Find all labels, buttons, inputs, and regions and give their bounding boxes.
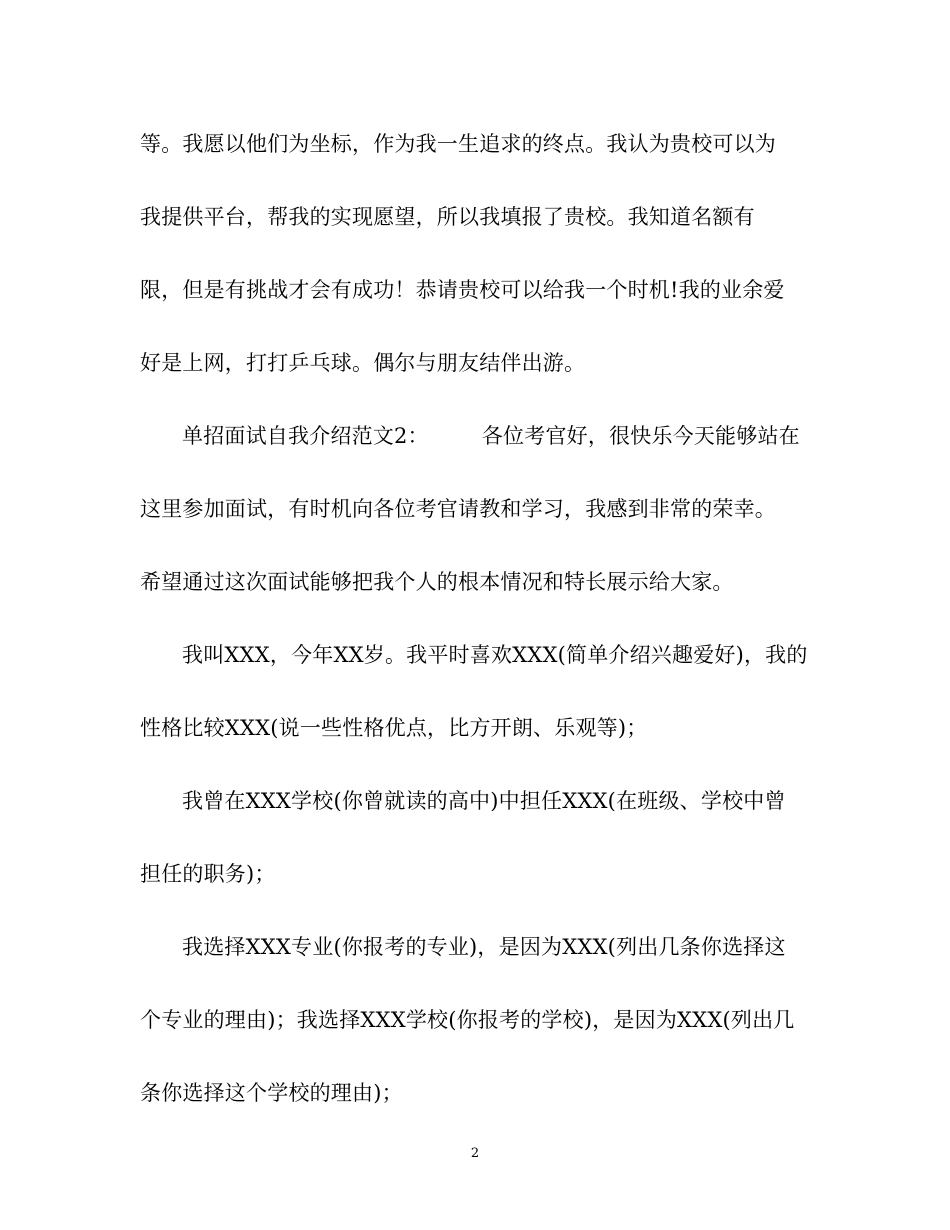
body-text-line: 限，但是有挑战才会有成功！恭请贵校可以给我一个时机!我的业余爱 — [140, 278, 785, 302]
body-text-line: 性格比较XXX(说一些性格优点，比方开朗、乐观等)； — [140, 716, 648, 740]
body-text-line: 我提供平台，帮我的实现愿望，所以我填报了贵校。我知道名额有 — [140, 205, 755, 229]
paragraph-first-line: 我曾在XXX学校(你曾就读的高中)中担任XXX(在班级、学校中曾 — [182, 789, 786, 813]
body-text-line: 好是上网，打打乒乓球。偶尔与朋友结伴出游。 — [140, 351, 586, 375]
paragraph-first-line: 单招面试自我介绍范文2： 各位考官好，很快乐今天能够站在 — [182, 424, 800, 448]
paragraph-first-line: 我叫XXX，今年XX岁。我平时喜欢XXX(简单介绍兴趣爱好)，我的 — [182, 643, 808, 667]
body-text-line: 等。我愿以他们为坐标，作为我一生追求的终点。我认为贵校可以为 — [140, 132, 776, 156]
page-number: 2 — [470, 1146, 480, 1161]
body-text-line: 希望通过这次面试能够把我个人的根本情况和特长展示给大家。 — [140, 570, 734, 594]
body-text-line: 担任的职务)； — [140, 862, 276, 886]
body-text-line: 这里参加面试，有时机向各位考官请教和学习，我感到非常的荣幸。 — [140, 497, 776, 521]
body-text-line: 个专业的理由)；我选择XXX学校(你报考的学校)，是因为XXX(列出几 — [140, 1008, 795, 1032]
body-text-line: 条你选择这个学校的理由)； — [140, 1081, 403, 1105]
paragraph-first-line: 我选择XXX专业(你报考的专业)，是因为XXX(列出几条你选择这 — [182, 935, 786, 959]
